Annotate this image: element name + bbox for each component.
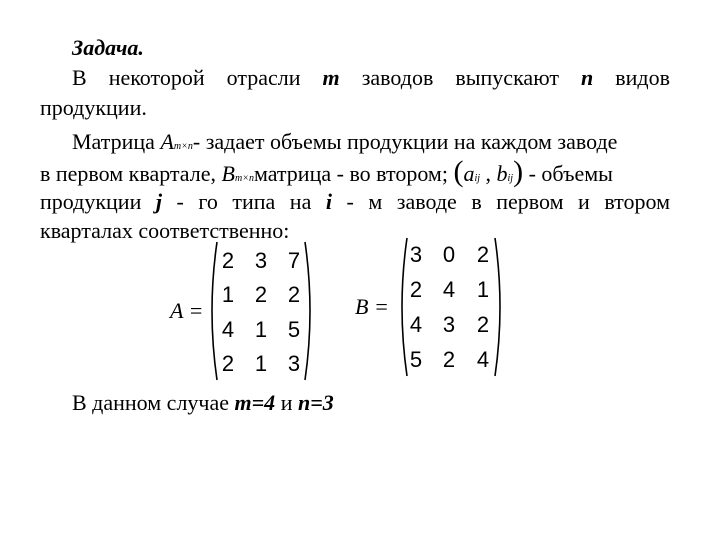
matrix-b-cell: 0 [442,242,456,267]
text-span: - го типа на [162,189,326,214]
element-b-subscript: ij [507,173,514,184]
matrix-b-cell: 5 [409,347,423,372]
element-a-subscript: ij [474,173,481,184]
var-m: m [322,65,340,90]
matrix-a-cell: 2 [221,248,235,273]
text-span: видов [593,65,671,90]
text-span: В данном случае [72,390,235,415]
matrix-b-cell: 3 [409,242,423,267]
task-heading: Задача. [72,35,144,60]
matrix-a-cell: 2 [254,282,268,307]
paren-close: ) [513,155,524,188]
var-j: j [155,189,162,214]
text-span: В некоторой отрасли [72,65,323,90]
matrix-a-cell: 3 [254,248,268,273]
matrix-a-cell: 4 [221,317,235,342]
matrix-a-cell: 7 [287,248,301,273]
matrix-a-label: A = [170,298,204,323]
text-span: заводов выпускают [339,65,581,90]
matrix-a-cell: 5 [287,317,301,342]
matrix-b-cell: 2 [442,347,456,372]
matrix-a-cell: 1 [221,282,235,307]
text-span: в первом квартале, [40,161,222,186]
value-n: n=3 [297,390,334,415]
var-n: n [580,65,594,90]
paren-open: ( [453,155,464,188]
matrix-b-cell: 2 [476,242,490,267]
matrix-b-subscript: m×n [234,173,254,184]
matrix-a-cell: 1 [254,351,268,376]
text-line-2: продукции. [40,95,147,120]
matrix-b-cell: 2 [476,312,490,337]
text-line-6: кварталах соответственно: [40,218,290,243]
matrix-a-cell: 3 [287,351,301,376]
text-span: - задает объемы продукции на каждом заводе [192,129,618,154]
matrix-b-cell: 2 [409,277,423,302]
text-span: - м заводе в первом и втором [332,189,671,214]
conclusion-line [72,390,334,416]
matrix-b [395,236,507,378]
matrix-a-subscript: m×n [173,141,193,152]
text-line-5 [40,189,670,215]
text-span: продукции [40,189,156,214]
matrix-a [205,240,317,382]
matrix-a-symbol: A [160,129,174,154]
element-b: b [496,161,508,186]
matrix-b-symbol: B [221,161,235,186]
matrix-a-cell: 2 [221,351,235,376]
var-i: i [325,189,332,214]
text-span: и [275,390,298,415]
matrix-a-cell: 1 [254,317,268,342]
text-span: матрица - во втором; [253,161,454,186]
matrix-b-cell: 3 [442,312,456,337]
text-span: - объемы [523,161,613,186]
matrix-a-cell: 2 [287,282,301,307]
matrix-b-cell: 1 [476,277,490,302]
matrix-b-label: B = [355,294,389,319]
text-span: Матрица [72,129,161,154]
value-m: m=4 [234,390,276,415]
text-span: , [480,161,497,186]
matrix-b-cell: 4 [409,312,423,337]
text-line-3 [72,129,617,160]
text-line-4 [40,155,613,192]
matrix-b-cell: 4 [442,277,456,302]
element-a: a [463,161,475,186]
matrix-b-cell: 4 [476,347,490,372]
text-line-1 [72,65,670,91]
